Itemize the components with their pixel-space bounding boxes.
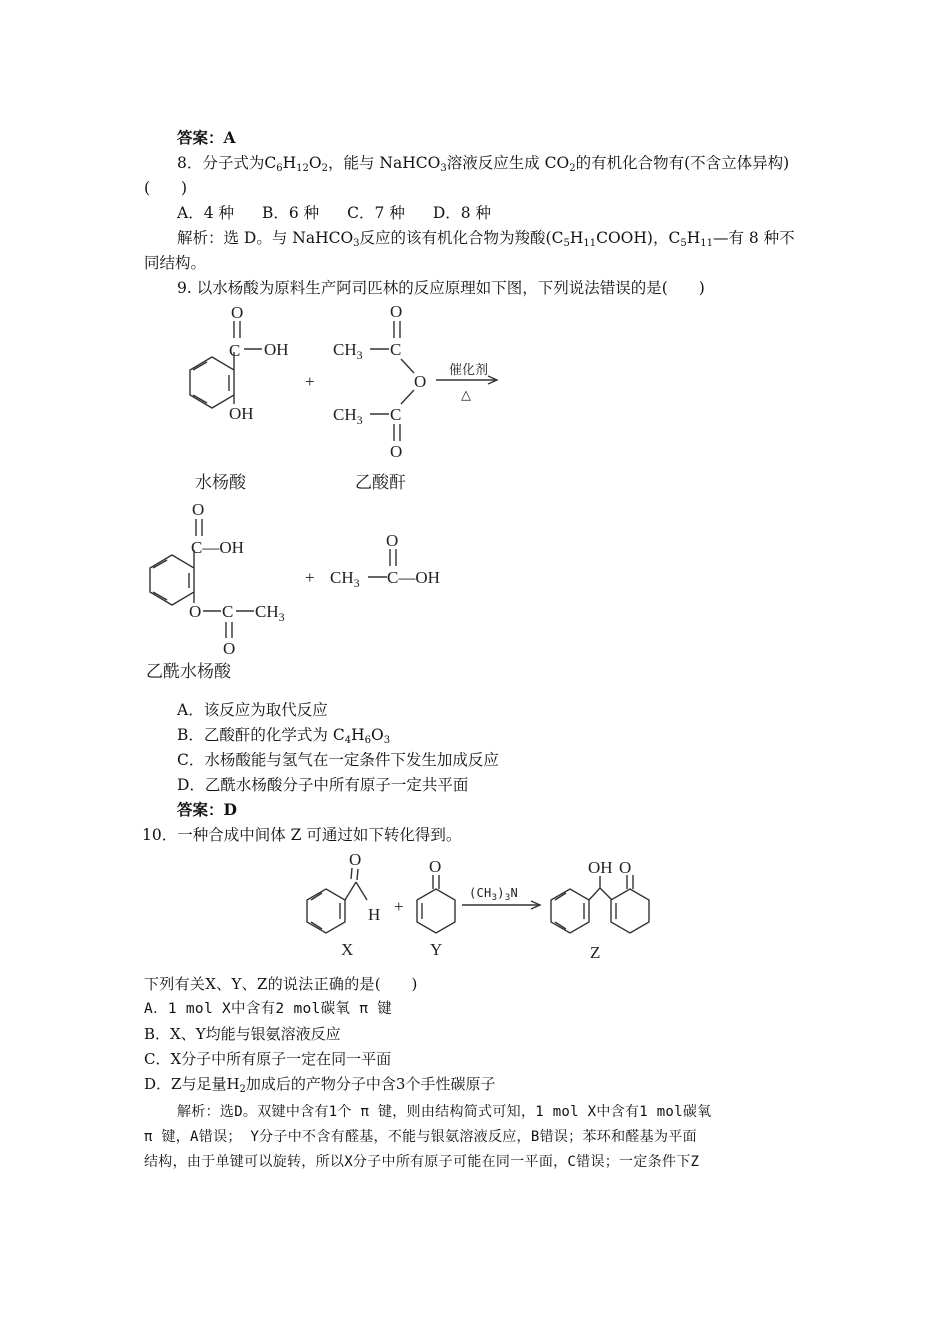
q9-stem (177, 277, 705, 299)
formula-h-sub: 12 (296, 163, 309, 174)
hydroxyl-label: OH (264, 340, 289, 359)
caption-salicylic-acid: 水杨酸 (195, 473, 246, 493)
oxygen-label: O (386, 531, 399, 550)
acetylsalicylic-acid-structure (150, 500, 285, 658)
oxygen-label: O (231, 303, 244, 322)
q10-stem-text: 10．一种合成中间体 Z 可通过如下转化得到。 (142, 826, 462, 844)
oxygen-label: O (390, 442, 403, 461)
carbon-label: C (229, 341, 241, 360)
option-text: A．该反应为取代反应 (177, 701, 328, 719)
q8-stem-text-2: ，能与 NaHCO (327, 154, 441, 172)
analysis-text: —有 8 种不 (712, 229, 795, 247)
analysis-text: H (686, 229, 701, 247)
oxygen-label: O (223, 639, 236, 658)
compound-x-structure (307, 850, 380, 933)
analysis-text: 结构，由于单键可以旋转，所以X分子中所有原子可能在同一平面，C错误；一定条件下Z (144, 1154, 700, 1170)
question-text: 下列有关X、Y、Z的说法正确的是( ) (144, 975, 418, 993)
q8-stem-text-4: 的有机化合物有(不含立体异构) (575, 154, 790, 172)
oxygen-label: O (189, 602, 202, 621)
sub: 4 (344, 735, 352, 746)
acetic-anhydride-structure (333, 302, 426, 461)
methyl-label: $CH_3$ (330, 568, 360, 590)
q10-option-c (144, 1048, 391, 1070)
q10-option-a (144, 998, 392, 1020)
formula-o: O (308, 154, 322, 172)
option-text: B．乙酸酐的化学式为 C (177, 726, 345, 744)
q9-option-b (177, 724, 390, 746)
methyl-label: $CH_3$ (333, 405, 363, 427)
oxygen-label: O (349, 850, 362, 869)
analysis-text: 同结构。 (144, 254, 207, 272)
hydrogen-label: H (368, 905, 381, 924)
carbon-label: C (390, 405, 402, 424)
analysis-text: 解析：选D。双键中含有1个 π 键，则由结构简式可知，1 mol X中含有1 mol碳氧 (177, 1104, 712, 1120)
option-text: D．Z与足量H (144, 1075, 240, 1093)
analysis-text: H (569, 229, 584, 247)
q8-option-d: D．8 种 (432, 204, 492, 222)
formula-c: C (264, 154, 277, 172)
caption-acetylsalicylic-acid: 乙酰水杨酸 (146, 662, 231, 682)
analysis-text: COOH)，C (596, 229, 681, 247)
methyl-label: $CH_3$ (333, 340, 363, 362)
answer-text: 答案：A (177, 128, 236, 147)
sub: 2 (239, 1084, 246, 1095)
option-text: D．乙酰水杨酸分子中所有原子一定共平面 (177, 776, 469, 794)
q10-stem (142, 824, 461, 846)
option-text: H (351, 726, 365, 744)
option-text: B．X、Y均能与银氨溶液反应 (144, 1025, 341, 1043)
sub: 11 (700, 238, 713, 249)
sub: 5 (563, 238, 570, 249)
oxygen-label: O (192, 500, 205, 519)
carbon-label: C (390, 340, 402, 359)
caption-acetic-anhydride: 乙酸酐 (355, 473, 406, 493)
methyl-label: $CH_3$ (255, 602, 285, 624)
q10-question (144, 973, 418, 995)
hydroxyl-label: OH (229, 404, 254, 423)
analysis-text: π 键，A错误； Y分子中不含有醛基，不能与银氨溶液反应，B错误；苯环和醛基为平面 (144, 1129, 697, 1145)
q8-options (177, 202, 491, 224)
compound-z-structure (551, 858, 649, 933)
q9-stem-text: 9. 以水杨酸为原料生产阿司匹林的反应原理如下图，下列说法错误的是( ) (177, 279, 705, 297)
q10-analysis-line3 (144, 1151, 699, 1173)
answer-text: 答案：D (177, 800, 237, 819)
q8-option-c: C．7 种 (347, 204, 405, 222)
formula-c-sub: 6 (276, 163, 283, 174)
q9-option-a (177, 699, 328, 721)
compound-y-structure (417, 857, 455, 933)
acetic-acid-structure (330, 531, 440, 590)
oxygen-label: O (390, 302, 403, 321)
analysis-text: 解析：选 D。与 NaHCO (177, 229, 354, 247)
label-z: Z (590, 943, 601, 962)
q8-option-a: A．4 种 (177, 204, 234, 222)
q8-stem-text-3: 溶液反应生成 CO (446, 154, 570, 172)
option-text: C．X分子中所有原子一定在同一平面 (144, 1050, 392, 1068)
carbon-label: C—OH (191, 538, 244, 557)
sub: 3 (383, 735, 391, 746)
oxygen-label: O (429, 857, 442, 876)
label-x: X (341, 940, 354, 959)
answer-blank: ( ) (144, 179, 188, 197)
option-text: O (370, 726, 384, 744)
q9-answer (177, 799, 237, 821)
analysis-text: 反应的该有机化合物为羧酸(C (359, 229, 564, 247)
reaction-arrow (436, 362, 497, 403)
sub: 5 (680, 238, 687, 249)
salicylic-acid-structure (190, 303, 289, 423)
q8-analysis (177, 227, 795, 249)
heat-label: △ (461, 388, 471, 403)
q10-option-d (144, 1073, 495, 1095)
hydroxyl-label: OH (588, 858, 613, 877)
carbon-label: C—OH (387, 568, 440, 587)
label-y: Y (430, 940, 443, 959)
plus-sign: + (305, 372, 315, 391)
q10-analysis-line1 (177, 1101, 712, 1123)
sub: 11 (583, 238, 597, 249)
reagent-label: $(CH_3)_3N$ (469, 886, 519, 903)
sub: 6 (364, 735, 371, 746)
plus-sign: + (394, 897, 404, 916)
q8-option-b: B．6 种 (261, 204, 320, 222)
q8-analysis-line2 (144, 252, 206, 274)
q9-option-c (177, 749, 499, 771)
formula-o-sub: 2 (321, 163, 328, 174)
q10-analysis-line2 (144, 1126, 697, 1148)
q8-paren (144, 177, 187, 199)
oxygen-label: O (414, 372, 427, 391)
sub: 3 (440, 163, 447, 174)
q9-option-d (177, 774, 468, 796)
sub: 2 (569, 163, 576, 174)
formula-h: H (282, 154, 297, 172)
carbon-label: C (222, 602, 234, 621)
oxygen-label: O (619, 858, 632, 877)
option-text: C．水杨酸能与氢气在一定条件下发生加成反应 (177, 751, 499, 769)
q7-answer (177, 127, 236, 149)
reaction-arrow (462, 886, 540, 909)
plus-sign: + (305, 568, 315, 587)
catalyst-label: 催化剂 (449, 363, 489, 378)
option-text: 加成后的产物分子中含3个手性碳原子 (245, 1075, 496, 1093)
q8-stem-text: 8．分子式为 (177, 154, 265, 172)
q10-option-b (144, 1023, 341, 1045)
sub: 3 (353, 238, 360, 249)
q8-stem (177, 152, 789, 174)
option-text: A．1 mol X中含有2 mol碳氧 π 键 (144, 1001, 393, 1017)
